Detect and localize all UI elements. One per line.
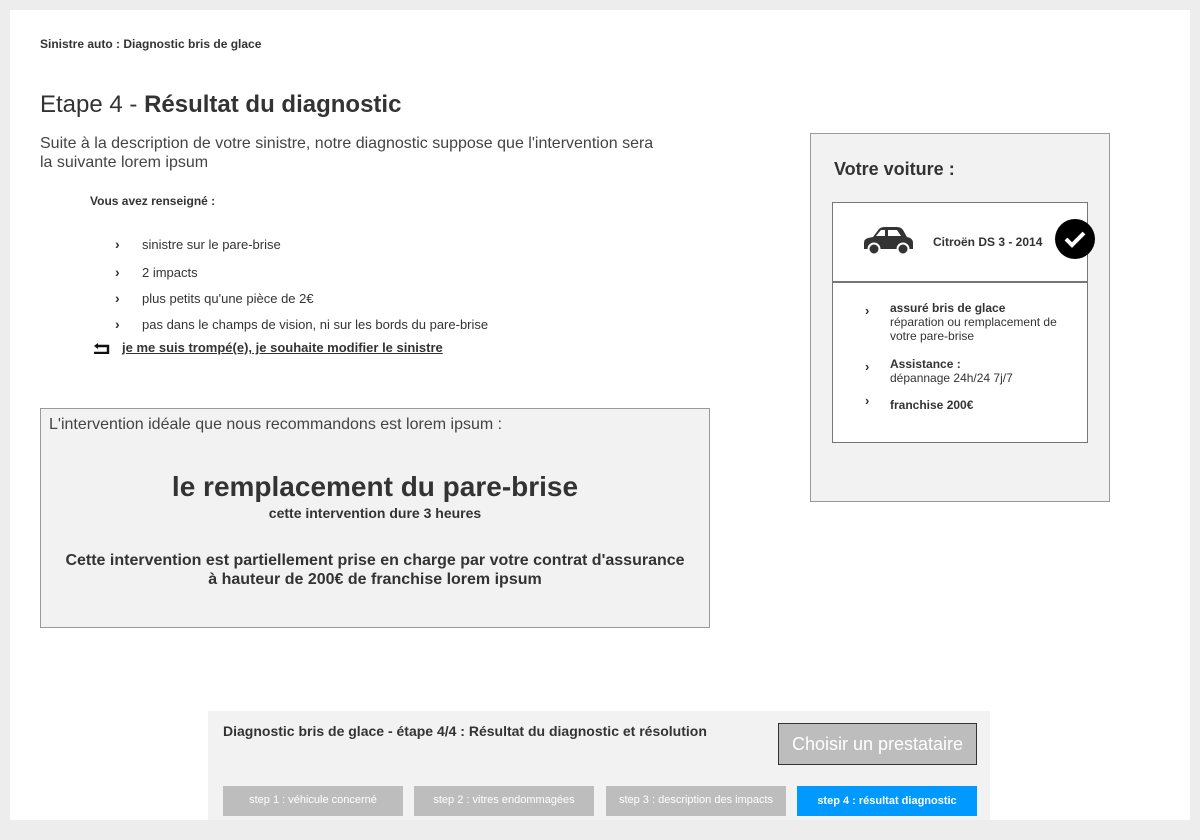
summary-subtitle: Vous avez renseigné : (90, 194, 216, 208)
recommendation-panel (40, 408, 710, 628)
page-title-strong: Résultat du diagnostic (144, 91, 402, 118)
modify-claim-link[interactable] (92, 340, 443, 355)
page-title-prefix: Etape 4 - (40, 91, 145, 118)
chevron-right-icon: › (865, 393, 870, 408)
car-feature-text (890, 391, 973, 412)
summary-item (115, 316, 488, 332)
car-feature-title: Assistance : (890, 357, 961, 371)
car-feature (865, 357, 1013, 385)
car-feature-text (890, 301, 1070, 343)
recommendation-duration: cette intervention dure 3 heures (268, 505, 482, 521)
summary-item (115, 236, 281, 252)
chevron-right-icon: › (865, 303, 870, 318)
recommendation-lead: L'intervention idéale que nous recommandons est lorem ipsum : (49, 416, 503, 433)
step-3[interactable]: step 3 : description des impacts (606, 786, 786, 816)
car-feature-text (890, 357, 1013, 385)
recommendation-main: le remplacement du pare-brise (171, 471, 579, 502)
car-card-header (833, 203, 1087, 283)
car-feature-title: assuré bris de glace (890, 301, 1006, 315)
chevron-right-icon: › (115, 236, 120, 252)
car-feature (865, 301, 1070, 343)
car-feature-title: franchise 200€ (890, 398, 974, 412)
check-icon (1055, 219, 1095, 259)
summary-item-label: plus petits qu'une pièce de 2€ (142, 290, 314, 306)
car-panel-heading: Votre voiture : (834, 159, 955, 179)
intro-text: Suite à la description de votre sinistre, notre diagnostic suppose que l'intervention sera la suivante lorem ipsum (40, 135, 654, 171)
step-4[interactable]: step 4 : résultat diagnostic (797, 786, 977, 816)
car-panel (810, 133, 1110, 502)
chevron-right-icon: › (115, 316, 120, 332)
car-feature (865, 391, 973, 412)
car-name: Citroën DS 3 - 2014 (933, 235, 1043, 249)
return-arrow-icon (92, 342, 110, 354)
coverage-line-1: Cette intervention est partiellement prise en charge par votre contrat d'assurance (65, 552, 685, 569)
chevron-right-icon: › (115, 264, 120, 280)
recommendation-coverage (41, 551, 709, 589)
coverage-line-2: à hauteur de 200€ de franchise lorem ipsum (208, 571, 542, 588)
summary-item-label: sinistre sur le pare-brise (142, 236, 281, 252)
chevron-right-icon: › (115, 290, 120, 306)
car-feature-desc: réparation ou remplacement de votre pare-brise (890, 315, 1057, 343)
step-1[interactable]: step 1 : véhicule concerné (223, 786, 403, 816)
car-card[interactable] (832, 202, 1088, 443)
choose-provider-button[interactable]: Choisir un prestataire (778, 723, 977, 765)
summary-item-label: pas dans le champs de vision, ni sur les bords du pare-brise (142, 316, 489, 332)
footer-title: Diagnostic bris de glace - étape 4/4 : Résultat du diagnostic et résolution (223, 723, 707, 739)
chevron-right-icon: › (865, 359, 870, 374)
summary-item (115, 264, 198, 280)
footer-stepper (208, 711, 990, 820)
page (10, 10, 1190, 820)
step-2[interactable]: step 2 : vitres endommagées (414, 786, 594, 816)
car-icon (861, 223, 915, 257)
car-feature-desc: dépannage 24h/24 7j/7 (890, 371, 1013, 385)
summary-item-label: 2 impacts (142, 264, 198, 280)
breadcrumb: Sinistre auto : Diagnostic bris de glace (40, 37, 262, 51)
modify-claim-label: je me suis trompé(e), je souhaite modifier le sinistre (122, 340, 443, 355)
summary-item (115, 290, 314, 306)
page-title (40, 91, 401, 119)
